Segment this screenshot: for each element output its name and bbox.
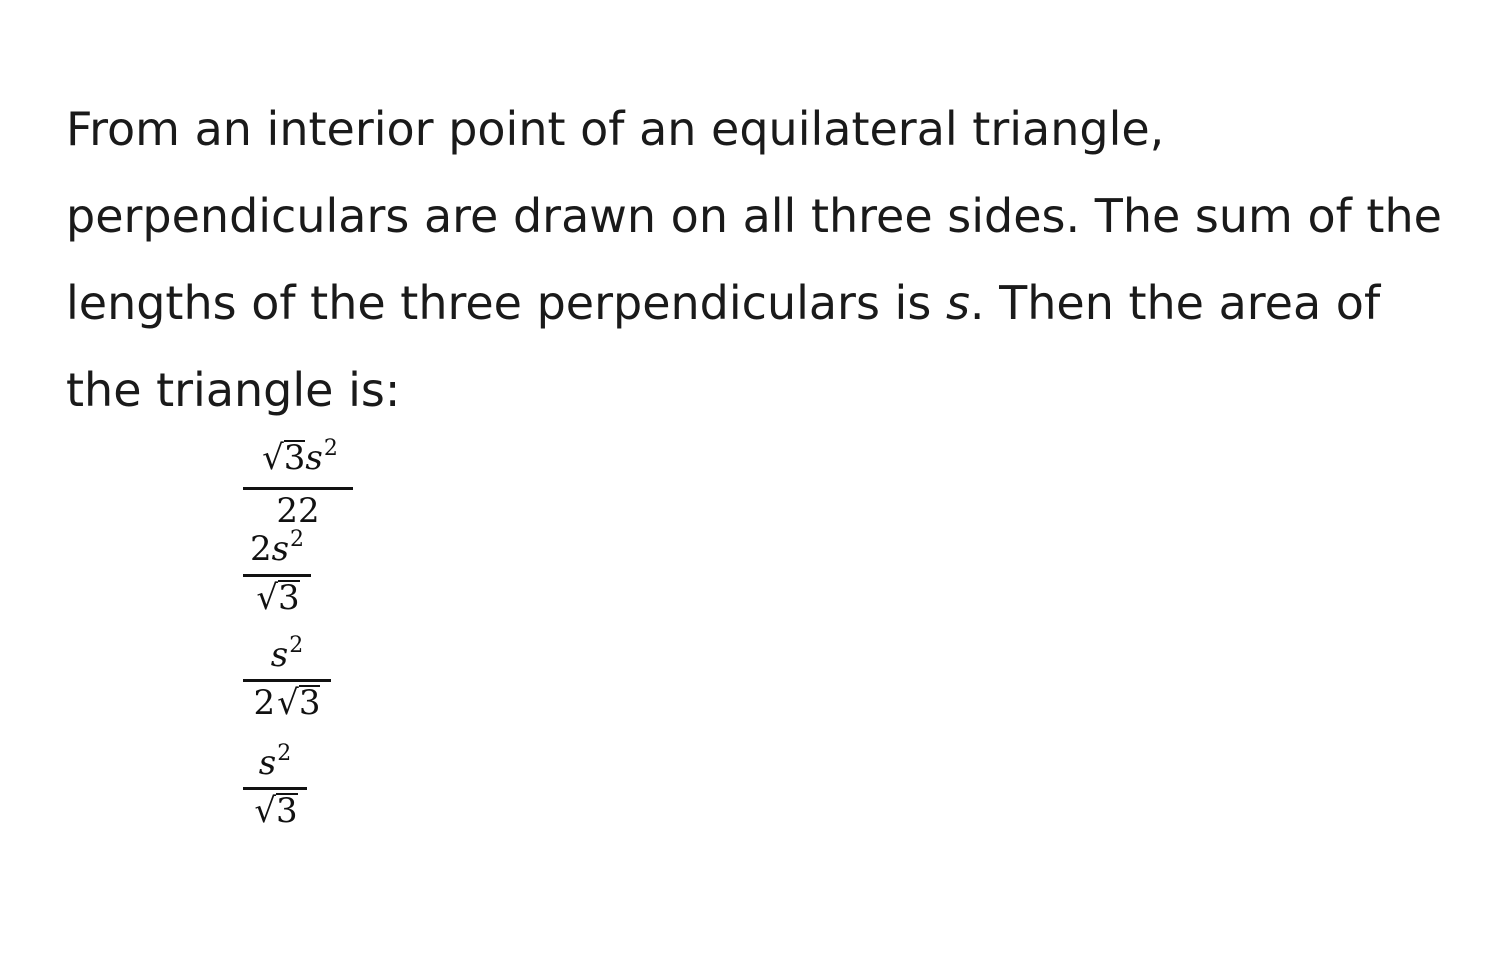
option-4-denominator bbox=[243, 791, 307, 831]
option-3-coefficient: 2 bbox=[253, 683, 276, 723]
radical-symbol: √ bbox=[262, 438, 284, 478]
option-1-denominator: 22 bbox=[276, 491, 320, 531]
option-1-sqrt bbox=[260, 438, 306, 478]
option-3-sqrt bbox=[275, 683, 321, 723]
radical-symbol: √ bbox=[254, 791, 277, 831]
option-4-radicand: 3 bbox=[276, 791, 298, 831]
option-2-numerator bbox=[243, 527, 311, 571]
option-2-coefficient: 2 bbox=[249, 529, 272, 569]
radical-symbol: √ bbox=[256, 578, 279, 618]
option-2-exponent: 2 bbox=[290, 527, 305, 552]
option-4-variable: s bbox=[258, 743, 277, 783]
option-4-exponent: 2 bbox=[277, 741, 292, 766]
option-2-radicand: 3 bbox=[278, 578, 300, 618]
option-1-numerator bbox=[243, 436, 355, 480]
option-2-denominator bbox=[243, 578, 311, 618]
question-text bbox=[66, 86, 1456, 434]
option-1-fraction-bar bbox=[243, 487, 353, 490]
option-1-radicand: 3 bbox=[283, 438, 306, 478]
option-3-fraction-bar bbox=[243, 679, 331, 682]
option-3-exponent: 2 bbox=[289, 633, 304, 658]
option-2-sqrt bbox=[254, 578, 300, 618]
option-3-variable: s bbox=[270, 635, 289, 675]
option-2-fraction-bar bbox=[243, 574, 311, 577]
option-3-numerator bbox=[243, 633, 331, 677]
option-4-numerator bbox=[243, 741, 307, 785]
option-2-variable: s bbox=[271, 529, 290, 569]
question-variable: s bbox=[945, 276, 970, 330]
option-3-radicand: 3 bbox=[298, 683, 321, 723]
option-3-denominator bbox=[243, 683, 331, 723]
option-4-fraction-bar bbox=[243, 787, 307, 790]
option-4-sqrt bbox=[252, 791, 298, 831]
option-1-variable: s bbox=[305, 438, 323, 478]
radical-symbol: √ bbox=[277, 683, 299, 723]
option-1-exponent: 2 bbox=[323, 436, 338, 461]
question-text-after: . Then the area of the triangle is: bbox=[66, 276, 1381, 417]
question-text-before: From an interior point of an equilateral triangle, perpendiculars are drawn on all three sides. The sum of the lengths of the three perpendiculars is bbox=[66, 102, 1442, 330]
